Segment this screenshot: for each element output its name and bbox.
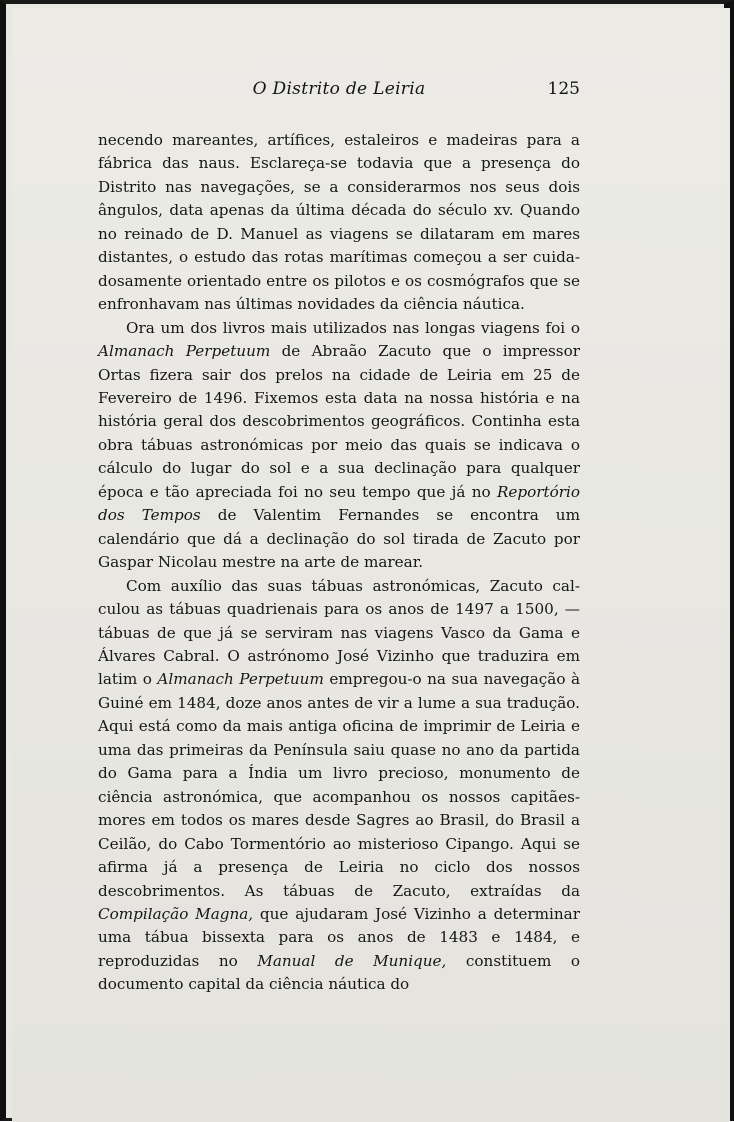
paragraph-3-text-a: Com auxílio das suas tábuas astronómicas, Zacuto calculou as tábuas quadrienais para os anos de 1497 a 1500, — tábuas de que já se serviram nas viagens Vasco da Gama e Álvares Cabral. O astrónomo José Vizinho que traduzira em latim o <box>98 576 580 689</box>
paragraph-3 <box>98 575 580 997</box>
title-compilacao-magna: Compilação Magna, <box>98 904 254 923</box>
body-text <box>98 129 580 997</box>
paragraph-2 <box>98 317 580 575</box>
paragraph-2-text-a: Ora um dos livros mais utilizados nas longas viagens foi o <box>126 318 580 337</box>
running-head <box>98 79 580 103</box>
paragraph-1: necendo mareantes, artífices, estaleiros e madeiras para a fábrica das naus. Esclareça-se todavia que a presença do Distrito nas navegações, se a considerarmos nos seus dois ângulos, data apenas da última década do século xv. Quando no reinado de D. Manuel as viagens se dilataram em mares distantes, o estudo das rotas marítimas começou a ser cuidadosamente orientado entre os pilotos e os cosmógrafos que se enfronhavam nas últimas novidades da ciência náutica. <box>98 131 580 314</box>
page-number: 125 <box>547 79 580 99</box>
title-almanach-perpetuum: Almanach Perpetuum <box>98 342 271 361</box>
paragraph-2-text-b: de Abraão Zacuto que o impressor Ortas fizera sair dos prelos na cidade de Leiria em 25 de Fevereiro de 1496. Fixemos esta data na nossa história e na história geral dos descobrimentos geográficos. Continha esta obra tábuas astronómicas por meio das quais se indicava o cálculo do lugar do sol e a sua declinação para qualquer época e tão apreciada foi no seu tempo que já no <box>98 342 580 501</box>
title-almanach-perpetuum-2: Almanach Perpetuum <box>157 670 324 689</box>
book-page <box>12 8 730 1122</box>
running-title: O Distrito de Leiria <box>252 79 426 99</box>
paragraph-3-text-c: que ajudaram José Vizinho a determinar uma tábua bissexta para os anos de 1483 e 1484, e reproduzidas no <box>98 904 580 970</box>
title-reportorio-dos-tempos: Reportório dos Tempos <box>98 482 580 525</box>
paragraph-2-text-c: de Valentim Fernandes se encontra um calendário que dá a declinação do sol tirada de Zacuto por Gaspar Nicolau mestre na arte de marear. <box>98 506 580 572</box>
paragraph-3-text-b: empregou-o na sua navegação à Guiné em 1484, doze anos antes de vir a lume a sua tradução. Aqui está como da mais antiga oficina de imprimir de Leiria e uma das primeiras da Península saiu quase no ano da partida do Gama para a Índia um livro precioso, monumento de ciência astronómica, que acompanhou os nossos capitães-mores em todos os mares desde Sagres ao Brasil, do Brasil a Ceilão, do Cabo Tormentório ao misterioso Cipango. Aqui se afirma já a presença de Leiria no ciclo dos nossos descobrimentos. As tábuas de Zacuto, extraídas da <box>98 670 581 900</box>
title-manual-de-munique: Manual de Munique, <box>257 951 447 970</box>
paragraph-3-text-d: constituem o documento capital da ciência náutica do <box>98 951 580 994</box>
